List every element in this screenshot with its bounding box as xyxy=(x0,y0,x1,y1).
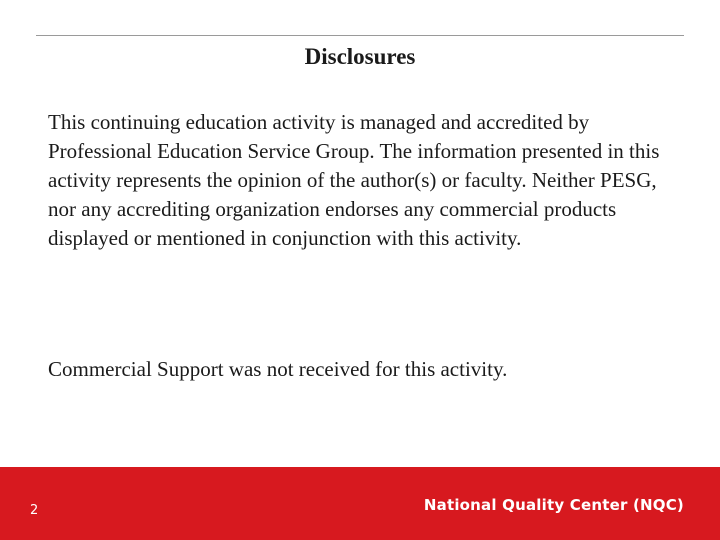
slide-title xyxy=(0,44,720,70)
header-divider xyxy=(36,35,684,36)
disclosure-paragraph: This continuing education activity is managed and accredited by Professional Education Service Group. The information presented in this activity represents the opinion of the author(s) or faculty. Neither PESG, nor any accrediting organization endorses any commercial products displayed or mentioned in conjunction with this activity. xyxy=(48,110,660,250)
slide-title-text: Disclosures xyxy=(304,44,416,69)
page-number: 2 xyxy=(30,503,39,518)
commercial-support-paragraph: Commercial Support was not received for this activity. xyxy=(48,357,508,381)
brand-logo-text: National Quality Center (NQC) xyxy=(423,496,684,514)
